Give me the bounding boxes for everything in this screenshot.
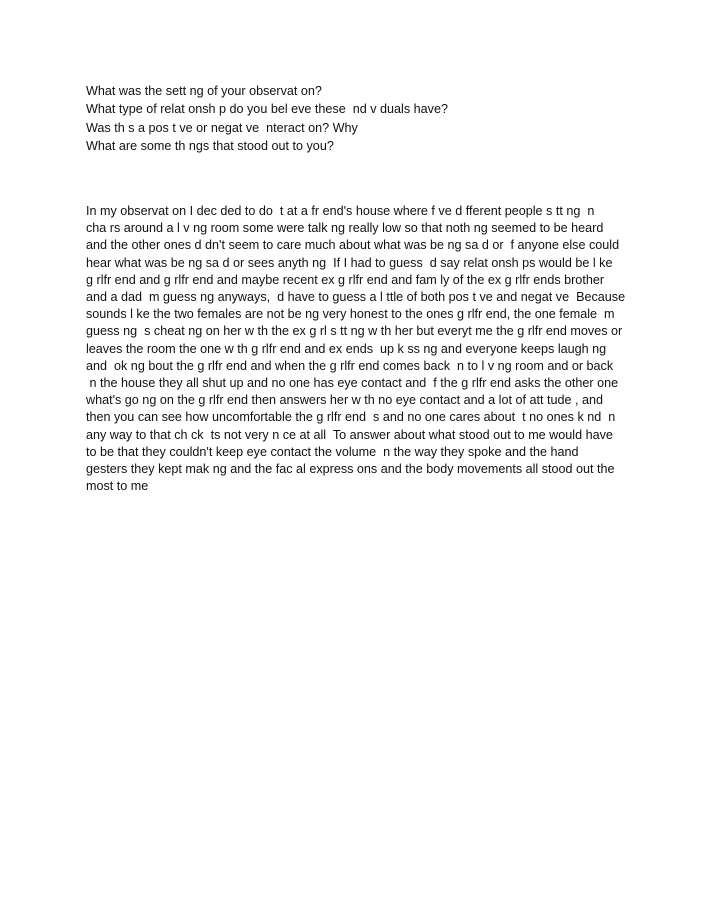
answer-line: sounds l ke the two females are not be ng very honest to the ones g rlfr end, the one female m — [86, 307, 615, 322]
answer-line: hear what was be ng sa d or sees anyth ng If I had to guess d say relat onsh ps would be l ke — [86, 255, 613, 270]
question-line: Was th s a pos t ve or negat ve nteract on? Why — [86, 120, 358, 135]
question-line: What are some th ngs that stood out to you? — [86, 138, 334, 153]
answer-paragraph — [86, 203, 686, 495]
answer-line: guess ng s cheat ng on her w th the ex g rl s tt ng w th her but everyt me the g rlfr end moves or — [86, 324, 623, 339]
question-line: What was the sett ng of your observat on? — [86, 84, 322, 98]
answer-line: most to me — [86, 479, 149, 494]
answer-line: and a dad m guess ng anyways, d have to guess a l ttle of both pos t ve and negat ve Because — [86, 290, 626, 305]
answer-line: any way to that ch ck ts not very n ce at all To answer about what stood out to me would have — [86, 427, 613, 442]
answer-line: g rlfr end and g rlfr end and maybe recent ex g rlfr end and fam ly of the ex g rlfr ends brother — [86, 272, 605, 287]
answer-line: cha rs around a l v ng room some were talk ng really low so that noth ng seemed to be heard — [86, 221, 604, 236]
question-line: What type of relat onsh p do you bel eve these nd v duals have? — [86, 102, 448, 117]
answer-line: In my observat on I dec ded to do t at a fr end's house where f ve d fferent people s tt ng n — [86, 204, 595, 218]
question-list — [86, 82, 666, 155]
answer-line: and ok ng bout the g rlfr end and when the g rlfr end comes back n to l v ng room and or back — [86, 358, 614, 373]
answer-line: leaves the room the one w th g rlfr end and ex ends up k ss ng and everyone keeps laugh ng — [86, 341, 607, 356]
answer-line: n the house they all shut up and no one has eye contact and f the g rlfr end asks the other one — [86, 376, 619, 391]
answer-line: what's go ng on the g rlfr end then answers her w th no eye contact and a lot of att tude , and — [86, 393, 603, 408]
answer-line: then you can see how uncomfortable the g rlfr end s and no one cares about t no ones k nd n — [86, 410, 616, 425]
answer-line: gesters they kept mak ng and the fac al express ons and the body movements all stood out the — [86, 462, 615, 477]
answer-line: to be that they couldn't keep eye contact the volume n the way they spoke and the hand — [86, 444, 579, 459]
answer-line: and the other ones d dn't seem to care much about what was be ng sa d or f anyone else could — [86, 238, 620, 253]
